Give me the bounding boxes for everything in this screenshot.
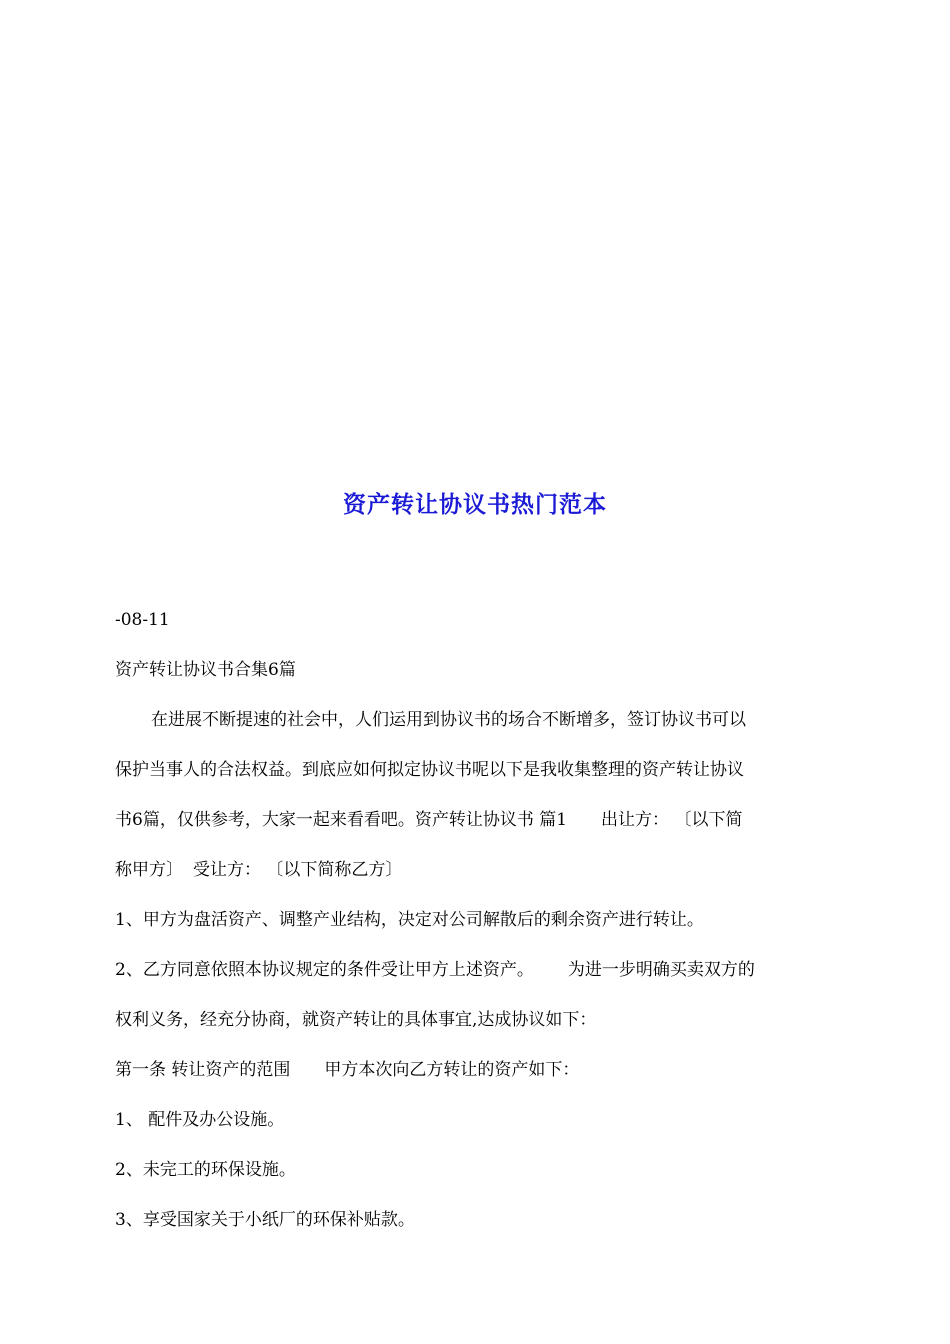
document-title: 资产转让协议书热门范本 <box>343 492 607 518</box>
document-subtitle: 资产转让协议书合集6篇 <box>115 660 296 680</box>
intro-line-2: 保护当事人的合法权益。到底应如何拟定协议书呢以下是我收集整理的资产转让协议 <box>115 760 744 780</box>
intro-line-3-left: 书6篇，仅供参考，大家一起来看看吧。资产转让协议书 篇1 <box>115 810 568 830</box>
intro-line-4-right: 受让方： 〔以下简称乙方〕 <box>193 860 403 880</box>
asset-2: 2、未完工的环保设施。 <box>115 1160 296 1180</box>
item-2 <box>115 958 840 982</box>
intro-line-4 <box>115 858 840 882</box>
article-1 <box>115 1058 840 1082</box>
article-1-text: 甲方本次向乙方转让的资产如下： <box>324 1060 580 1080</box>
intro-line-4-left: 称甲方〕 <box>115 860 183 880</box>
asset-3: 3、享受国家关于小纸厂的环保补贴款。 <box>115 1210 415 1230</box>
intro-line-3-right: 出让方： 〔以下简 <box>601 810 743 830</box>
document-date: -08-11 <box>115 610 170 630</box>
intro-line-1: 在进展不断提速的社会中，人们运用到协议书的场合不断增多，签订协议书可以 <box>151 710 746 730</box>
asset-1: 1、 配件及办公设施。 <box>115 1110 285 1130</box>
intro-line-3 <box>115 808 840 832</box>
item-2-left: 2、乙方同意依照本协议规定的条件受让甲方上述资产。 <box>115 960 534 980</box>
article-1-heading: 第一条 转让资产的范围 <box>115 1060 291 1080</box>
item-2-continued: 权利义务，经充分协商，就资产转让的具体事宜,达成协议如下： <box>115 1010 597 1030</box>
item-2-right: 为进一步明确买卖双方的 <box>567 960 755 980</box>
item-1: 1、甲方为盘活资产、调整产业结构，决定对公司解散后的剩余资产进行转让。 <box>115 910 704 930</box>
